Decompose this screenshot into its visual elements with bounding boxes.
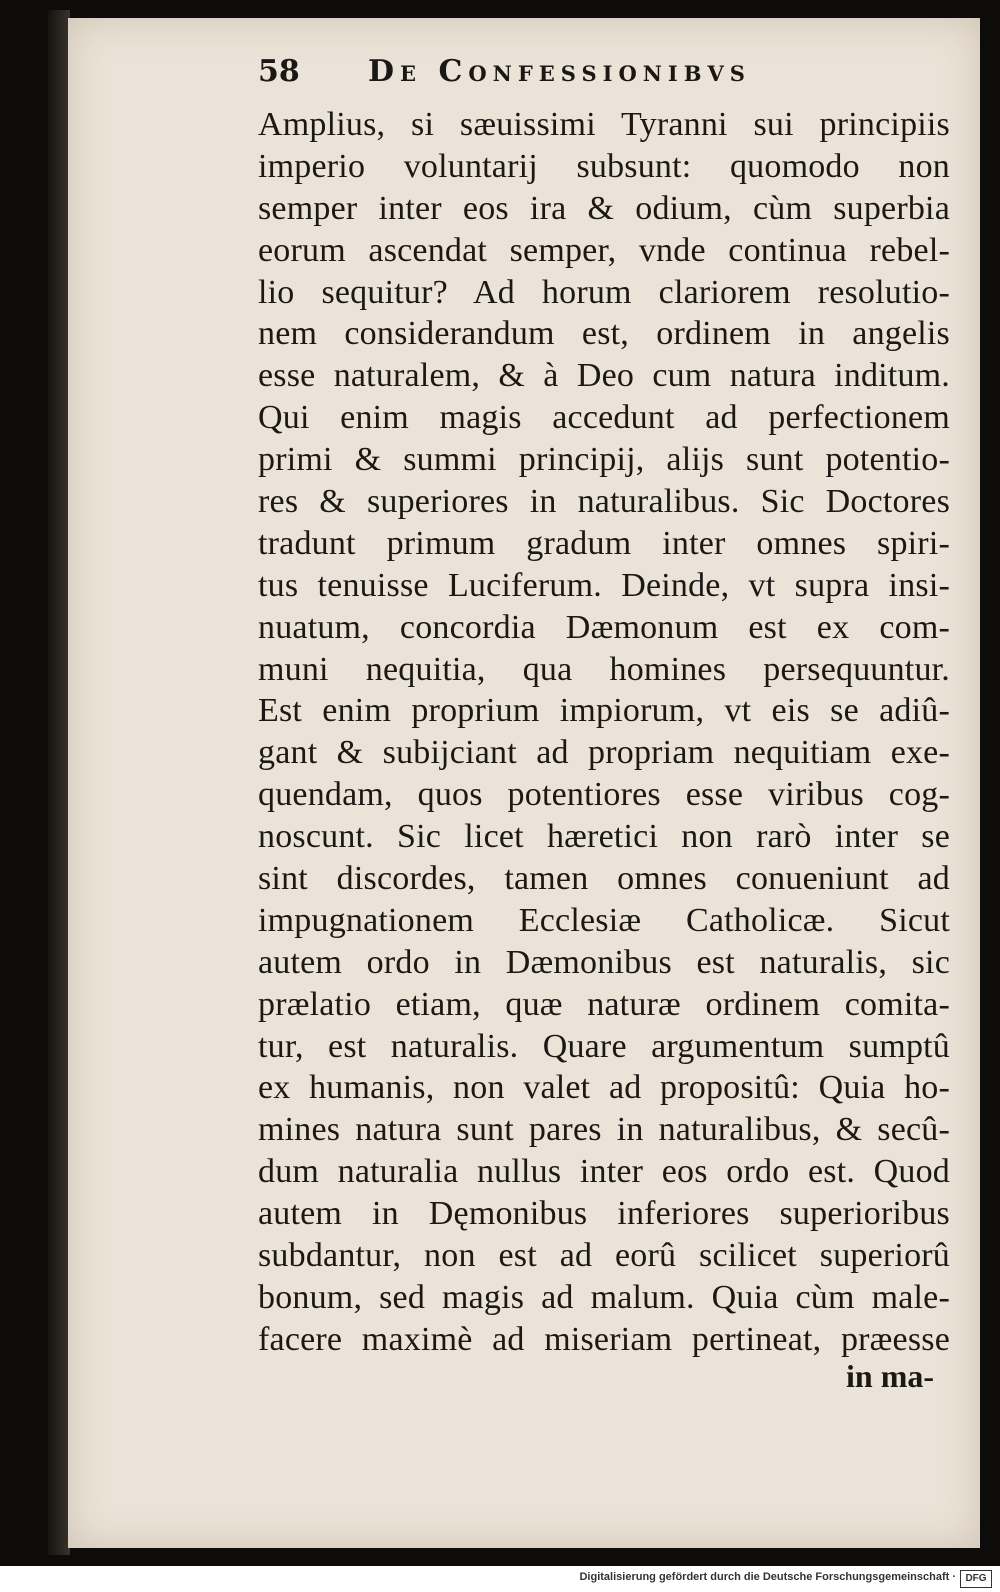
text-line: lio sequitur? Ad horum clariorem resolutio- [258, 273, 950, 311]
text-line: tur, est naturalis. Quare argumentum sumptû [258, 1027, 950, 1065]
text-line: res & superiores in naturalibus. Sic Doctores [258, 483, 950, 521]
text-line: eorum ascendat semper, vnde continua rebel- [258, 231, 950, 269]
text-line: subdantur, non est ad eorû scilicet superiorû [258, 1237, 950, 1275]
text-line: prælatio etiam, quæ naturæ ordinem comita- [258, 985, 950, 1023]
text-line: esse naturalem, & à Deo cum natura inditum. [258, 357, 950, 395]
text-line: dum naturalia nullus inter eos ordo est. Quod [258, 1153, 950, 1191]
running-head [258, 52, 948, 102]
text-line: Amplius, si sæuissimi Tyranni sui principiis [258, 106, 950, 143]
text-line: Qui enim magis accedunt ad perfectionem [258, 399, 950, 437]
text-line: bonum, sed magis ad malum. Quia cùm male- [258, 1278, 950, 1316]
text-line: noscunt. Sic licet hæretici non rarò inter se [258, 818, 950, 856]
text-line: gant & subijciant ad propriam nequitiam exe- [258, 734, 950, 772]
text-line: autem ordo in Dæmonibus est naturalis, sic [258, 943, 950, 981]
page-number: 58 [258, 54, 300, 89]
text-line: autem in Dęmonibus inferiores superioribus [258, 1195, 950, 1233]
text-line: impugnationem Ecclesiæ Catholicæ. Sicut [258, 901, 950, 939]
text-line: tradunt primum gradum inter omnes spiri- [258, 524, 950, 562]
text-line: mines natura sunt pares in naturalibus, & secû- [258, 1111, 950, 1149]
catchword: in ma- [846, 1358, 934, 1394]
footer-bar [0, 1566, 1000, 1592]
text-line: imperio voluntarij subsunt: quomodo non [258, 147, 950, 185]
dfg-logo: DFG [960, 1570, 992, 1588]
text-line: nuatum, concordia Dæmonum est ex com- [258, 608, 950, 646]
text-line: semper inter eos ira & odium, cùm superbia [258, 189, 950, 227]
page-gutter-shadow [48, 10, 70, 1555]
funding-credit: Digitalisierung gefördert durch die Deutsche Forschungsgemeinschaft · [579, 1571, 956, 1583]
body-text [258, 104, 950, 1361]
text-line: facere maximè ad miseriam pertineat, præesse [258, 1320, 950, 1358]
text-line: nem considerandum est, ordinem in angelis [258, 315, 950, 353]
text-line: primi & summi principij, alijs sunt potentio- [258, 441, 950, 479]
text-line: sint discordes, tamen omnes conueniunt ad [258, 860, 950, 898]
text-line: tus tenuisse Luciferum. Deinde, vt supra insi- [258, 566, 950, 604]
running-title: De Confessionibvs [368, 54, 751, 89]
text-line: quendam, quos potentiores esse viribus cog- [258, 776, 950, 814]
text-line: muni nequitia, qua homines persequuntur. [258, 650, 950, 688]
text-line: Est enim proprium impiorum, vt eis se adiû- [258, 692, 950, 730]
text-line: ex humanis, non valet ad propositû: Quia ho- [258, 1069, 950, 1107]
